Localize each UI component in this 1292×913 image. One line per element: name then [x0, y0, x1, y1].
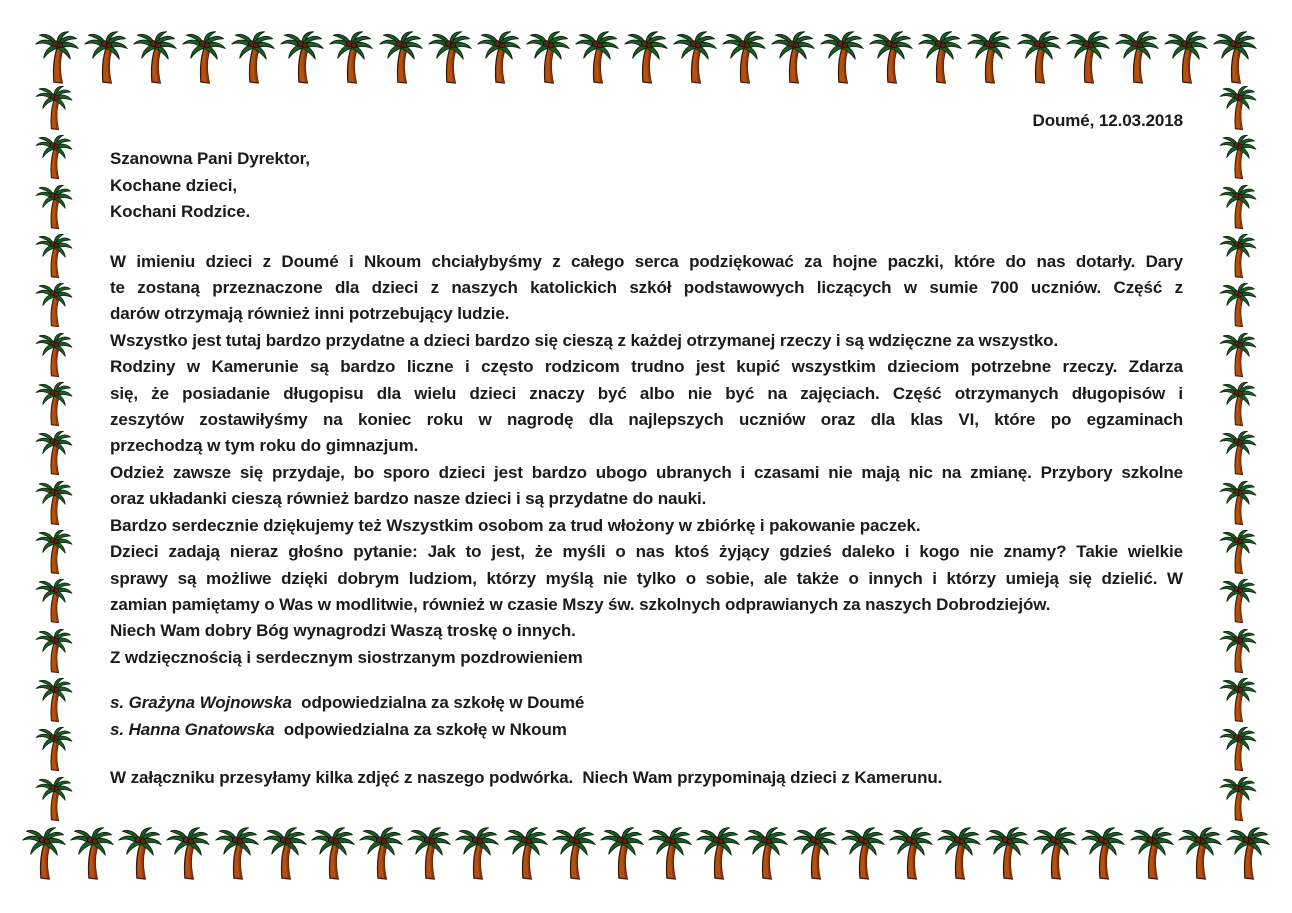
palm-tree-icon [31, 727, 77, 775]
body-line: Wszystko jest tutaj bardzo przydatne a dzieci bardzo się cieszą z każdej otrzymanej rzeczy i są wdzięczne za wszystko. [110, 330, 1059, 350]
palm-tree-icon [1215, 135, 1261, 183]
palm-tree-icon [31, 333, 77, 381]
palm-border-bottom [21, 827, 1271, 889]
palm-tree-icon [1032, 827, 1078, 885]
palm-tree-icon [1215, 86, 1261, 134]
palm-tree-icon [1212, 31, 1258, 89]
body-line: W imieniu dzieci z Doumé i Nkoum chciałybyśmy z całego serca podziękować za hojne paczki, które do nas dotarły. Dary [110, 251, 1183, 271]
palm-tree-icon [31, 185, 77, 233]
palm-tree-icon [31, 86, 77, 134]
palm-tree-icon [1215, 333, 1261, 381]
palm-tree-icon [551, 827, 597, 885]
palm-tree-icon [840, 827, 886, 885]
palm-tree-icon [31, 382, 77, 430]
palm-tree-icon [310, 827, 356, 885]
palm-tree-icon [1215, 629, 1261, 677]
salutation-line: Kochani Rodzice. [110, 202, 251, 222]
body-line: zamian pamiętamy o Was w modlitwie, również w czasie Mszy św. szkolnych odprawianych za naszych Dobrodziejów. [110, 594, 1051, 614]
palm-tree-icon [1129, 827, 1175, 885]
body-line: Z wdzięcznością i serdecznym siostrzanym pozdrowieniem [110, 647, 583, 667]
body-line: Odzież zawsze się przydaje, bo sporo dzieci jest bardzo ubogo ubranych i czasami nie mają nic na zmianę. Przybory szkolne [110, 462, 1183, 482]
body-line: Bardzo serdecznie dziękujemy też Wszystkim osobom za trud włożony w zbiórkę i pakowanie paczek. [110, 515, 921, 535]
body-line: sprawy są możliwe dzięki dobrym ludziom, którzy myślą nie tylko o sobie, ale także o innych i którzy umieją się dzielić. W [110, 568, 1183, 588]
palm-border-right [1213, 86, 1263, 825]
signature-role: odpowiedzialna za szkołę w Nkoum [274, 720, 567, 740]
palm-tree-icon [1215, 777, 1261, 825]
body-line: Dzieci zadają nieraz głośno pytanie: Jak to jest, że myśli o nas ktoś żyjący gdzieś daleko i kogo nie znamy? Takie wielkie [110, 542, 1183, 562]
palm-tree-icon [599, 827, 645, 885]
palm-tree-icon [454, 827, 500, 885]
palm-tree-icon [1215, 678, 1261, 726]
salutation [110, 146, 1183, 225]
palm-tree-icon [34, 31, 80, 89]
signature-line [110, 689, 1183, 716]
signature-name: s. Hanna Gnatowska [110, 720, 275, 740]
palm-tree-icon [1080, 827, 1126, 885]
palm-tree-icon [31, 234, 77, 282]
palm-tree-icon [31, 481, 77, 529]
letter-body [110, 249, 1183, 672]
palm-tree-icon [503, 827, 549, 885]
signature-line [110, 716, 1183, 743]
palm-tree-icon [358, 827, 404, 885]
body-line: Niech Wam dobry Bóg wynagrodzi Waszą troskę o innych. [110, 621, 576, 641]
palm-tree-icon [647, 827, 693, 885]
closing-line: W załączniku przesyłamy kilka zdjęć z naszego podwórka. Niech Wam przypominają dzieci z Kamerunu. [110, 768, 943, 788]
palm-tree-icon [262, 827, 308, 885]
palm-tree-icon [936, 827, 982, 885]
palm-tree-icon [1215, 481, 1261, 529]
palm-tree-icon [21, 827, 67, 885]
palm-tree-icon [117, 827, 163, 885]
palm-tree-icon [69, 827, 115, 885]
date-line: Doumé, 12.03.2018 [1032, 111, 1183, 130]
body-line: zeszytów zostawiłyśmy na koniec roku w nagrodę dla najlepszych uczniów oraz dla klas VI, które po egzaminach [110, 410, 1183, 430]
palm-tree-icon [1215, 579, 1261, 627]
palm-tree-icon [1215, 727, 1261, 775]
palm-tree-icon [1225, 827, 1271, 885]
palm-tree-icon [888, 827, 934, 885]
palm-tree-icon [31, 579, 77, 627]
palm-tree-icon [1215, 234, 1261, 282]
salutation-line: Szanowna Pani Dyrektor, [110, 149, 310, 169]
palm-tree-icon [1215, 530, 1261, 578]
salutation-line: Kochane dzieci, [110, 175, 237, 195]
body-line: darów otrzymają również inni potrzebujący ludzie. [110, 304, 510, 324]
palm-tree-icon [165, 827, 211, 885]
palm-tree-icon [984, 827, 1030, 885]
palm-tree-icon [1215, 185, 1261, 233]
palm-tree-icon [31, 678, 77, 726]
palm-tree-icon [406, 827, 452, 885]
palm-tree-icon [31, 283, 77, 331]
signature-block [110, 689, 1183, 743]
palm-tree-icon [695, 827, 741, 885]
palm-tree-icon [1215, 431, 1261, 479]
palm-tree-icon [1177, 827, 1223, 885]
palm-tree-icon [31, 431, 77, 479]
palm-tree-icon [214, 827, 260, 885]
letter-content [110, 0, 1183, 792]
palm-tree-icon [31, 629, 77, 677]
palm-tree-icon [31, 135, 77, 183]
palm-tree-icon [1215, 283, 1261, 331]
signature-role: odpowiedzialna za szkołę w Doumé [291, 693, 585, 713]
body-line: Rodziny w Kamerunie są bardzo liczne i często rodzicom trudno jest kupić wszystkim dzieciom potrzebne rzeczy. Zdarza [110, 357, 1183, 377]
body-line: te zostaną przeznaczone dla dzieci z naszych katolickich szkół podstawowych liczących w sumie 700 uczniów. Część z [110, 278, 1183, 298]
palm-tree-icon [743, 827, 789, 885]
palm-border-left [29, 86, 79, 825]
signature-name: s. Grażyna Wojnowska [110, 693, 292, 713]
body-line: oraz układanki cieszą również bardzo nasze dzieci i są przydatne do nauki. [110, 489, 707, 509]
palm-tree-icon [1215, 382, 1261, 430]
body-line: przechodzą w tym roku do gimnazjum. [110, 436, 419, 456]
palm-tree-icon [31, 530, 77, 578]
palm-tree-icon [31, 777, 77, 825]
palm-tree-icon [792, 827, 838, 885]
body-line: się, że posiadanie długopisu dla wielu dzieci znaczy być albo nie być na zajęciach. Część otrzymanych długopisów i [110, 383, 1183, 403]
